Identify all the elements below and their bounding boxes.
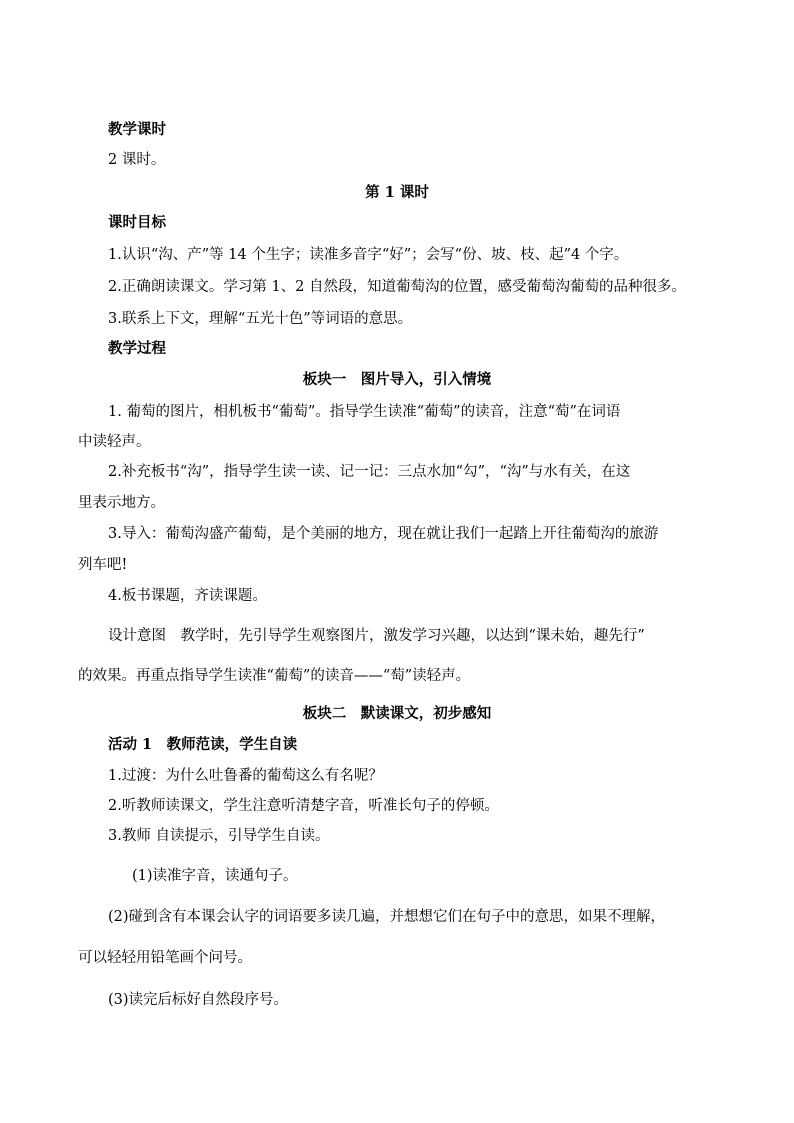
activity1-title: 活动 1 教师范读，学生自读 <box>108 736 298 753</box>
objective-line: 1.认识“沟、产”等 14 个生字；读准多音字“好”；会写“份、坡、枝、起”4 个字。 <box>108 247 629 263</box>
sub-item-line: (1)读准字音，读通句子。 <box>132 868 298 884</box>
lesson-title: 第 1 课时 <box>365 184 429 201</box>
teaching-hours-text: 2 课时。 <box>108 152 166 168</box>
objective-line: 3.联系上下文，理解“五光十色”等词语的意思。 <box>108 311 413 327</box>
activity1-line: 1.过渡：为什么吐鲁番的葡萄这么有名呢？ <box>108 768 383 784</box>
heading-teaching-hours: 教学课时 <box>108 121 166 138</box>
sub-item-line: 可以轻轻用铅笔画个问号。 <box>78 950 252 966</box>
design-intent-line: 设计意图 教学时，先引导学生观察图片，激发学习兴趣，以达到“课未始，趣先行” <box>108 628 645 644</box>
block1-line: 中读轻声。 <box>78 434 151 450</box>
design-intent-line: 的效果。再重点指导学生读准“葡萄”的读音——“萄”读轻声。 <box>78 668 471 684</box>
heading-process: 教学过程 <box>108 340 166 357</box>
block1-line: 2.补充板书“沟”，指导学生读一读、记一记：三点水加“勾”，“沟”与水有关，在这 <box>108 464 631 480</box>
activity1-line: 2.听教师读课文，学生注意听清楚字音，听准长句子的停顿。 <box>108 798 499 814</box>
block1-line: 4.板书课题，齐读课题。 <box>108 588 267 604</box>
sub-item-line: (2)碰到含有本课会认字的词语要多读几遍，并想想它们在句子中的意思，如果不理解， <box>108 909 666 925</box>
block1-line: 里表示地方。 <box>78 495 165 511</box>
objective-line: 2.正确朗读课文。学习第 1、2 自然段，知道葡萄沟的位置，感受葡萄沟葡萄的品种很多。 <box>108 279 686 295</box>
activity1-line: 3.教师 自读提示，引导学生自读。 <box>108 828 330 844</box>
heading-objectives: 课时目标 <box>108 214 166 231</box>
block1-line: 3.导入：葡萄沟盛产葡萄，是个美丽的地方，现在就让我们一起踏上开往葡萄沟的旅游 <box>108 526 659 542</box>
block2-title: 板块二 默读课文，初步感知 <box>302 705 492 722</box>
block1-title: 板块一 图片导入，引入情境 <box>302 371 492 388</box>
block1-line: 1. 葡萄的图片，相机板书“葡萄”。指导学生读准“葡萄”的读音，注意“萄”在词语 <box>108 404 621 420</box>
sub-item-line: (3)读完后标好自然段序号。 <box>108 992 289 1008</box>
block1-line: 列车吧! <box>78 557 128 573</box>
